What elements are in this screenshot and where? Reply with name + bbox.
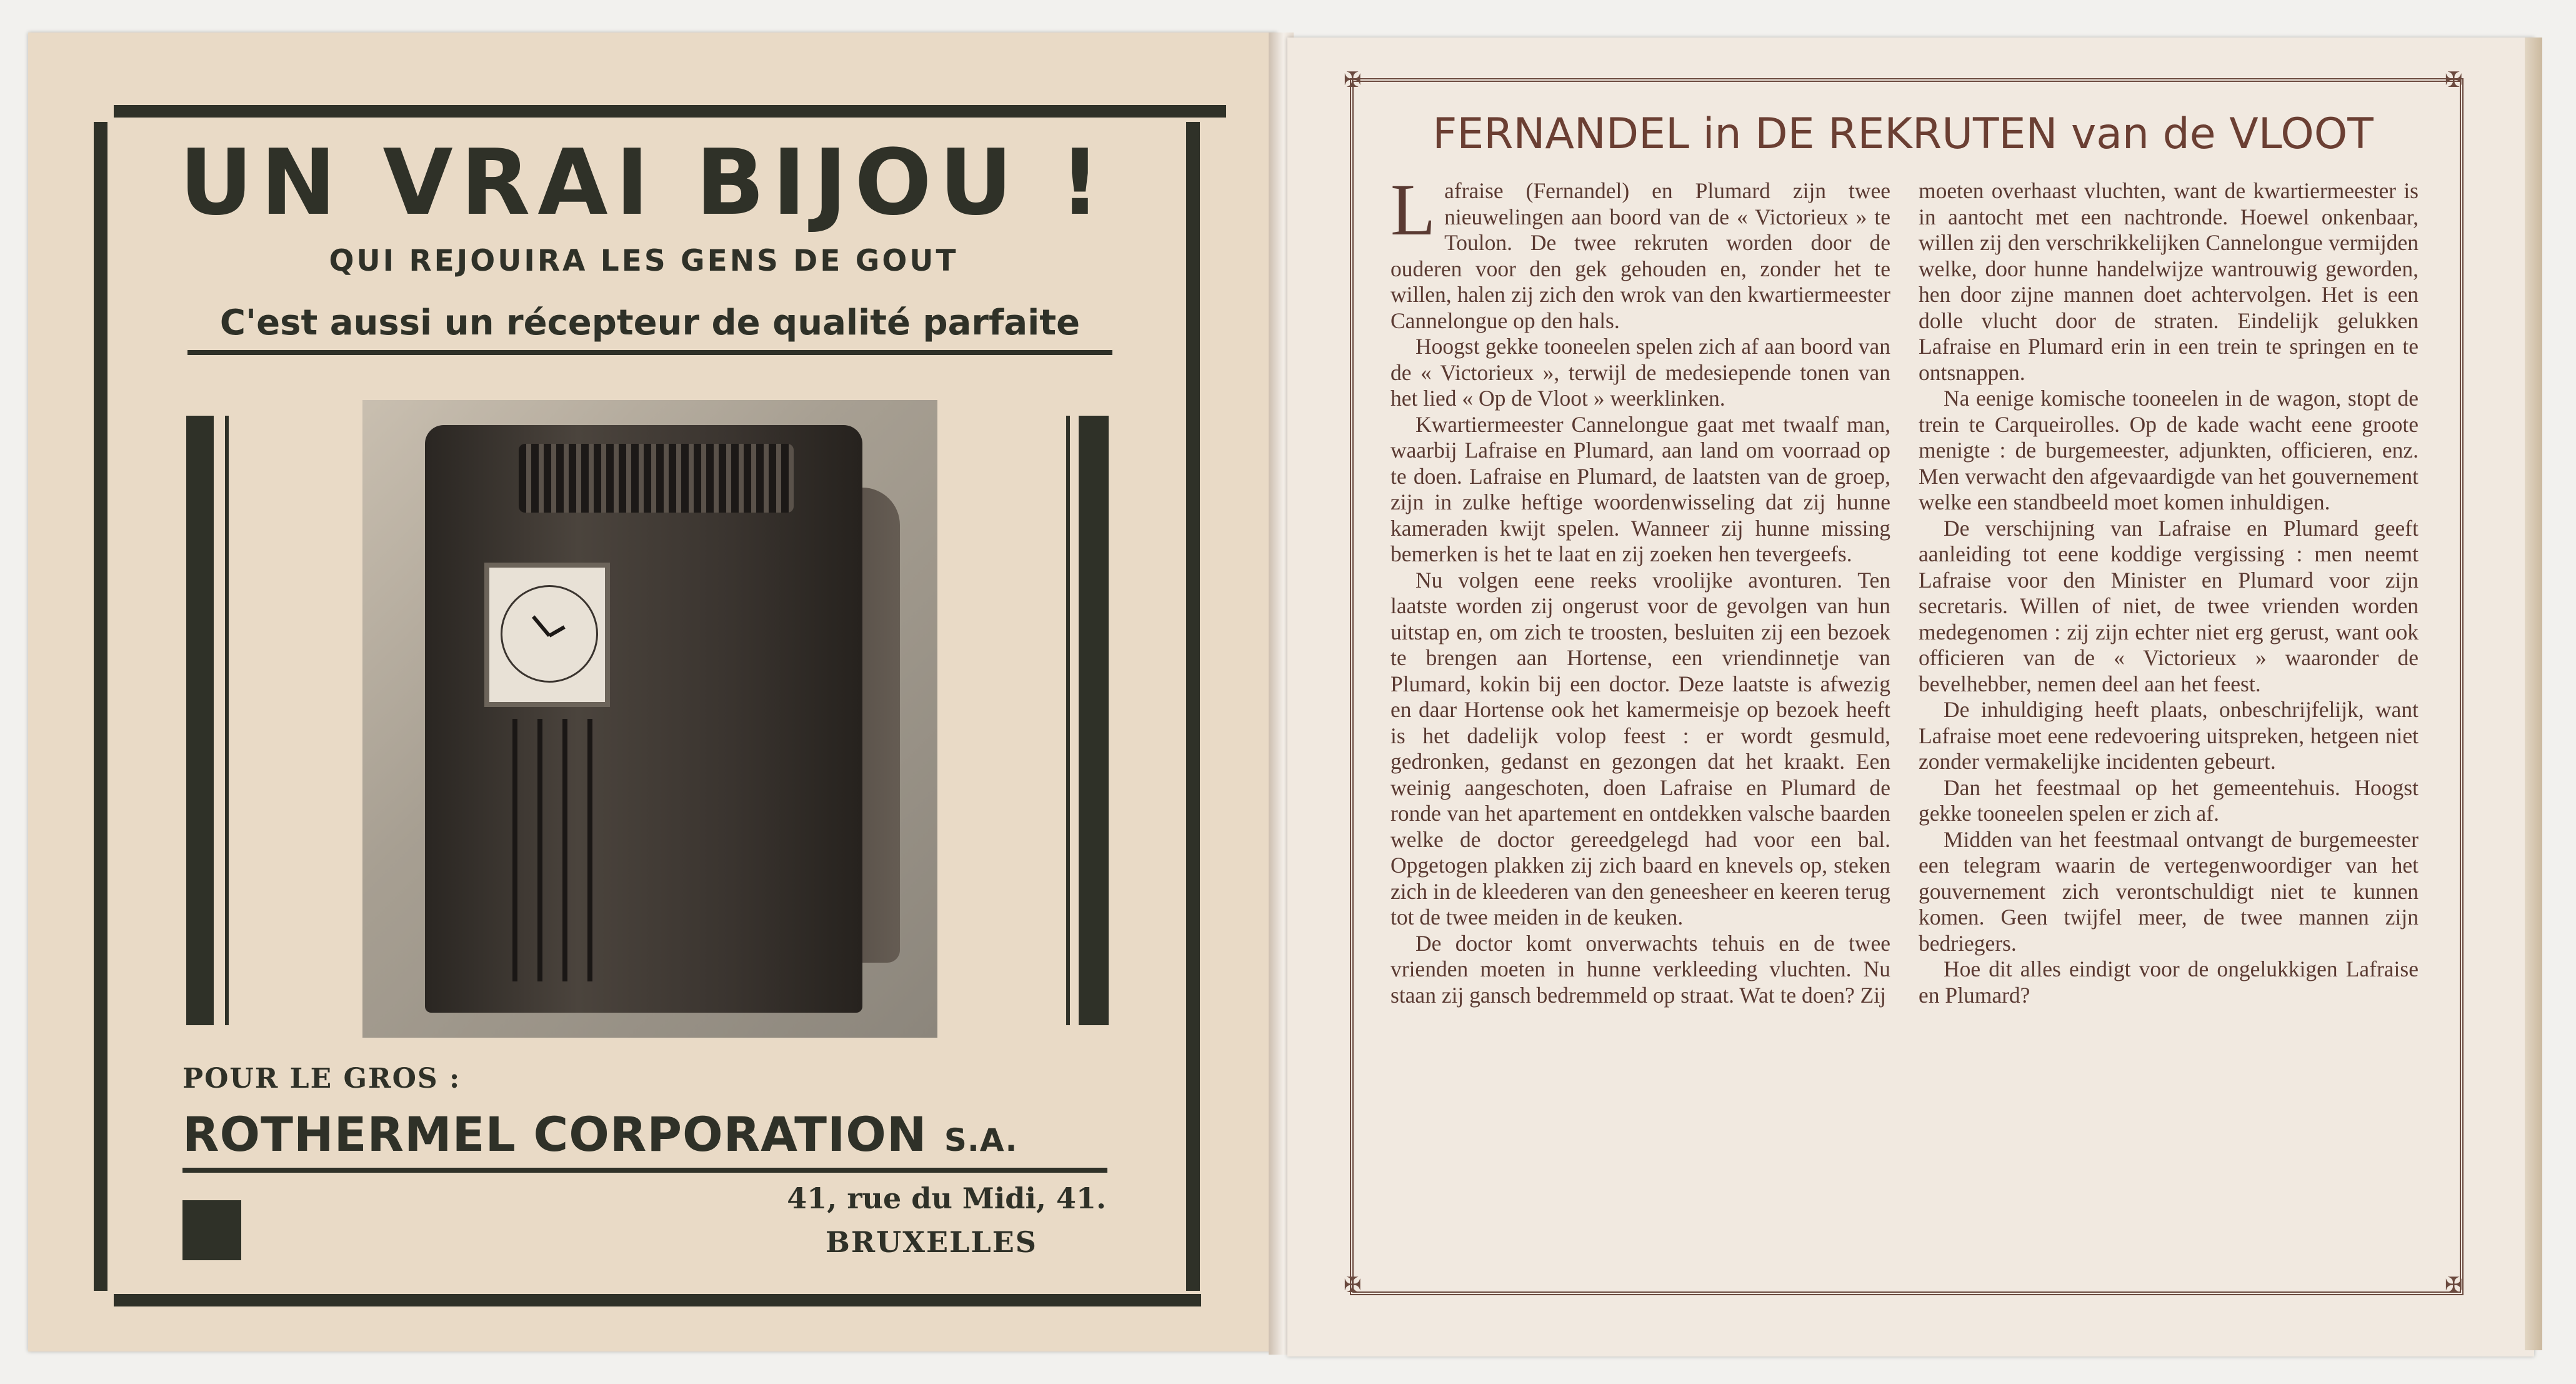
tagline-rule (187, 350, 1112, 355)
ad-headline: UN VRAI BIJOU ! (179, 130, 1109, 236)
company-name-text: ROTHERMEL CORPORATION (182, 1106, 927, 1162)
cabinet-flute (587, 719, 592, 981)
article-paragraph: De verschijning van Lafraise en Plumard geeft aanleiding tot eene koddige vergissing : men neemt Lafraise voor den Minister en Plumard voor zijn secretaris. Willen of niet, de twee vrienden worden medegenomen : zij zijn echter niet erg gerust, want ook officieren van de « Victorieux » waaronder de bevelhebber, nemen deel aan het feest. (1919, 515, 2419, 696)
decorative-square (182, 1200, 241, 1260)
ad-top-rule (114, 105, 1226, 118)
radio-cabinet (425, 425, 862, 1013)
radio-grille (519, 444, 794, 513)
photo-right-thin-bar (1066, 416, 1070, 1025)
photo-left-thin-bar (225, 416, 229, 1025)
article-paragraph: Hoe dit alles eindigt voor de ongelukkigen Lafraise en Plumard? (1919, 956, 2419, 1008)
street-address: 41, rue du Midi, 41. (787, 1181, 1106, 1215)
article-paragraph: Nu volgen eene reeks vroolijke avonturen. Ten laatste worden zij ongerust voor de gevolgen van hun uitstap en, om zich te troosten, besluiten zij een bezoek te brengen aan Hortense, een vriendinnetje van Plumard, kokin bij een doctor. Deze laatste is afwezig en daar Hortense ook het kamermeisje op bezoek heeft is het dadelijk volop feest : er wordt gesmuld, gedronken, gedanst en gezongen dat het kraakt. Een weinig aangeschoten, doen Lafraise en Plumard de ronde van het apartement en ontdekken valsche baarden welke de doctor gereedgelegd had voor een bal. Opgetogen plakken zij zich baard en knevels op, steken zich in de kleederen van den geneesheer en keeren terug tot de twee meiden in de keuken. (1390, 567, 1890, 930)
photo-left-bar (186, 416, 214, 1025)
clock-face (501, 585, 598, 683)
article-paragraph: De doctor komt onverwachts tehuis en de twee vrienden moeten in hunne verkleeding vluchten. Nu staan zij gansch bedremmeld op straat. Wat te doen? Zij (1390, 930, 1890, 1008)
wholesale-label: POUR LE GROS : (182, 1063, 461, 1095)
company-name (182, 1106, 1018, 1162)
article-paragraph: De inhuldiging heeft plaats, onbeschrijfelijk, want Lafraise moet eene redevoering uitspreken, hetgeen niet zonder vermakelijke incidenten gebeurt. (1919, 697, 2419, 774)
article-paragraph: Dan het feestmaal op het gemeentehuis. Hoogst gekke tooneelen spelen er zich af. (1919, 775, 2419, 826)
cabinet-flute (512, 719, 517, 981)
drop-cap: L (1390, 169, 1436, 251)
ad-left-rule (94, 122, 107, 1291)
article-paragraph: Hoogst gekke tooneelen spelen zich af aan boord van de « Victorieux », terwijl de medesiepende tonen van het lied « Op de Vloot » weerklinken. (1390, 334, 1890, 411)
clock-dial (484, 563, 610, 707)
article-column-right (1919, 178, 2419, 1008)
radio-photo (362, 400, 937, 1038)
photo-right-bar (1079, 416, 1109, 1025)
article-paragraph: moeten overhaast vluchten, want de kwartiermeester is in aantocht met een nachtronde. Hoewel onkenbaar, willen zij den verschrikkelijken Cannelongue vermijden welke, door hunne handelwijze wantrouwig geworden, hen door zijne mannen doet achtervolgen. Het is een dolle vlucht door de straten. Eindelijk gelukken Lafraise en Plumard erin in een trein te springen en te ontsnappen. (1919, 178, 2419, 385)
corner-ornament-icon: ✠ (2445, 1274, 2463, 1297)
cabinet-flute (537, 719, 542, 981)
article-title: FERNANDEL in DE REKRUTEN van de VLOOT (1432, 109, 2374, 159)
city: BRUXELLES (826, 1225, 1037, 1259)
article-paragraph (1390, 169, 1890, 334)
company-rule (182, 1168, 1107, 1173)
ad-right-rule (1186, 122, 1200, 1291)
ad-bottom-rule (114, 1294, 1201, 1306)
article-paragraph: Na eenige komische tooneelen in de wagon, stopt de trein te Carqueirolles. Op de kade wacht eene groote menigte : de burgemeester, adjunkten, officieren, enz. Men verwacht den afgevaardigde van het gouvernement welke een standbeeld moet komen inhuldigen. (1919, 386, 2419, 514)
clock-hand (549, 625, 566, 637)
page-edge (2525, 38, 2542, 1350)
article-paragraph: Midden van het feestmaal ontvangt de burgemeester een telegram waarin de vertegenwoordiger van het gouvernement zich verontschuldigt niet te kunnen komen. Geen twijfel meer, de twee mannen zijn bedriegers. (1919, 826, 2419, 956)
article-paragraph: Kwartiermeester Cannelongue gaat met twaalf man, waarbij Lafraise en Plumard, aan land om voorraad op te doen. Lafraise en Plumard, de laatsten van de groep, zijn in zulke heftige woordenwisseling dat zij hunne kameraden kwijt spelen. Wanneer zij hunne missing bemerken is het te laat en zij zoeken hen tevergeefs. (1390, 411, 1890, 566)
cabinet-flute (562, 719, 567, 981)
corner-ornament-icon: ✠ (1344, 69, 1362, 92)
paragraph-text: afraise (Fernandel) en Plumard zijn twee nieuwelingen aan boord van de « Victorieux » te Toulon. De twee rekruten worden door de ouderen voor den gek gehouden en, zonder het te willen, halen zij zich den wrok van den kwartiermeester Cannelongue op den hals. (1390, 178, 1890, 333)
company-suffix: S.A. (944, 1122, 1018, 1158)
ad-subhead: QUI REJOUIRA LES GENS DE GOUT (329, 244, 959, 278)
corner-ornament-icon: ✠ (2445, 69, 2463, 92)
ad-tagline: C'est aussi un récepteur de qualité parfaite (219, 303, 1081, 343)
article-column-left (1390, 169, 1890, 1008)
corner-ornament-icon: ✠ (1344, 1274, 1362, 1297)
